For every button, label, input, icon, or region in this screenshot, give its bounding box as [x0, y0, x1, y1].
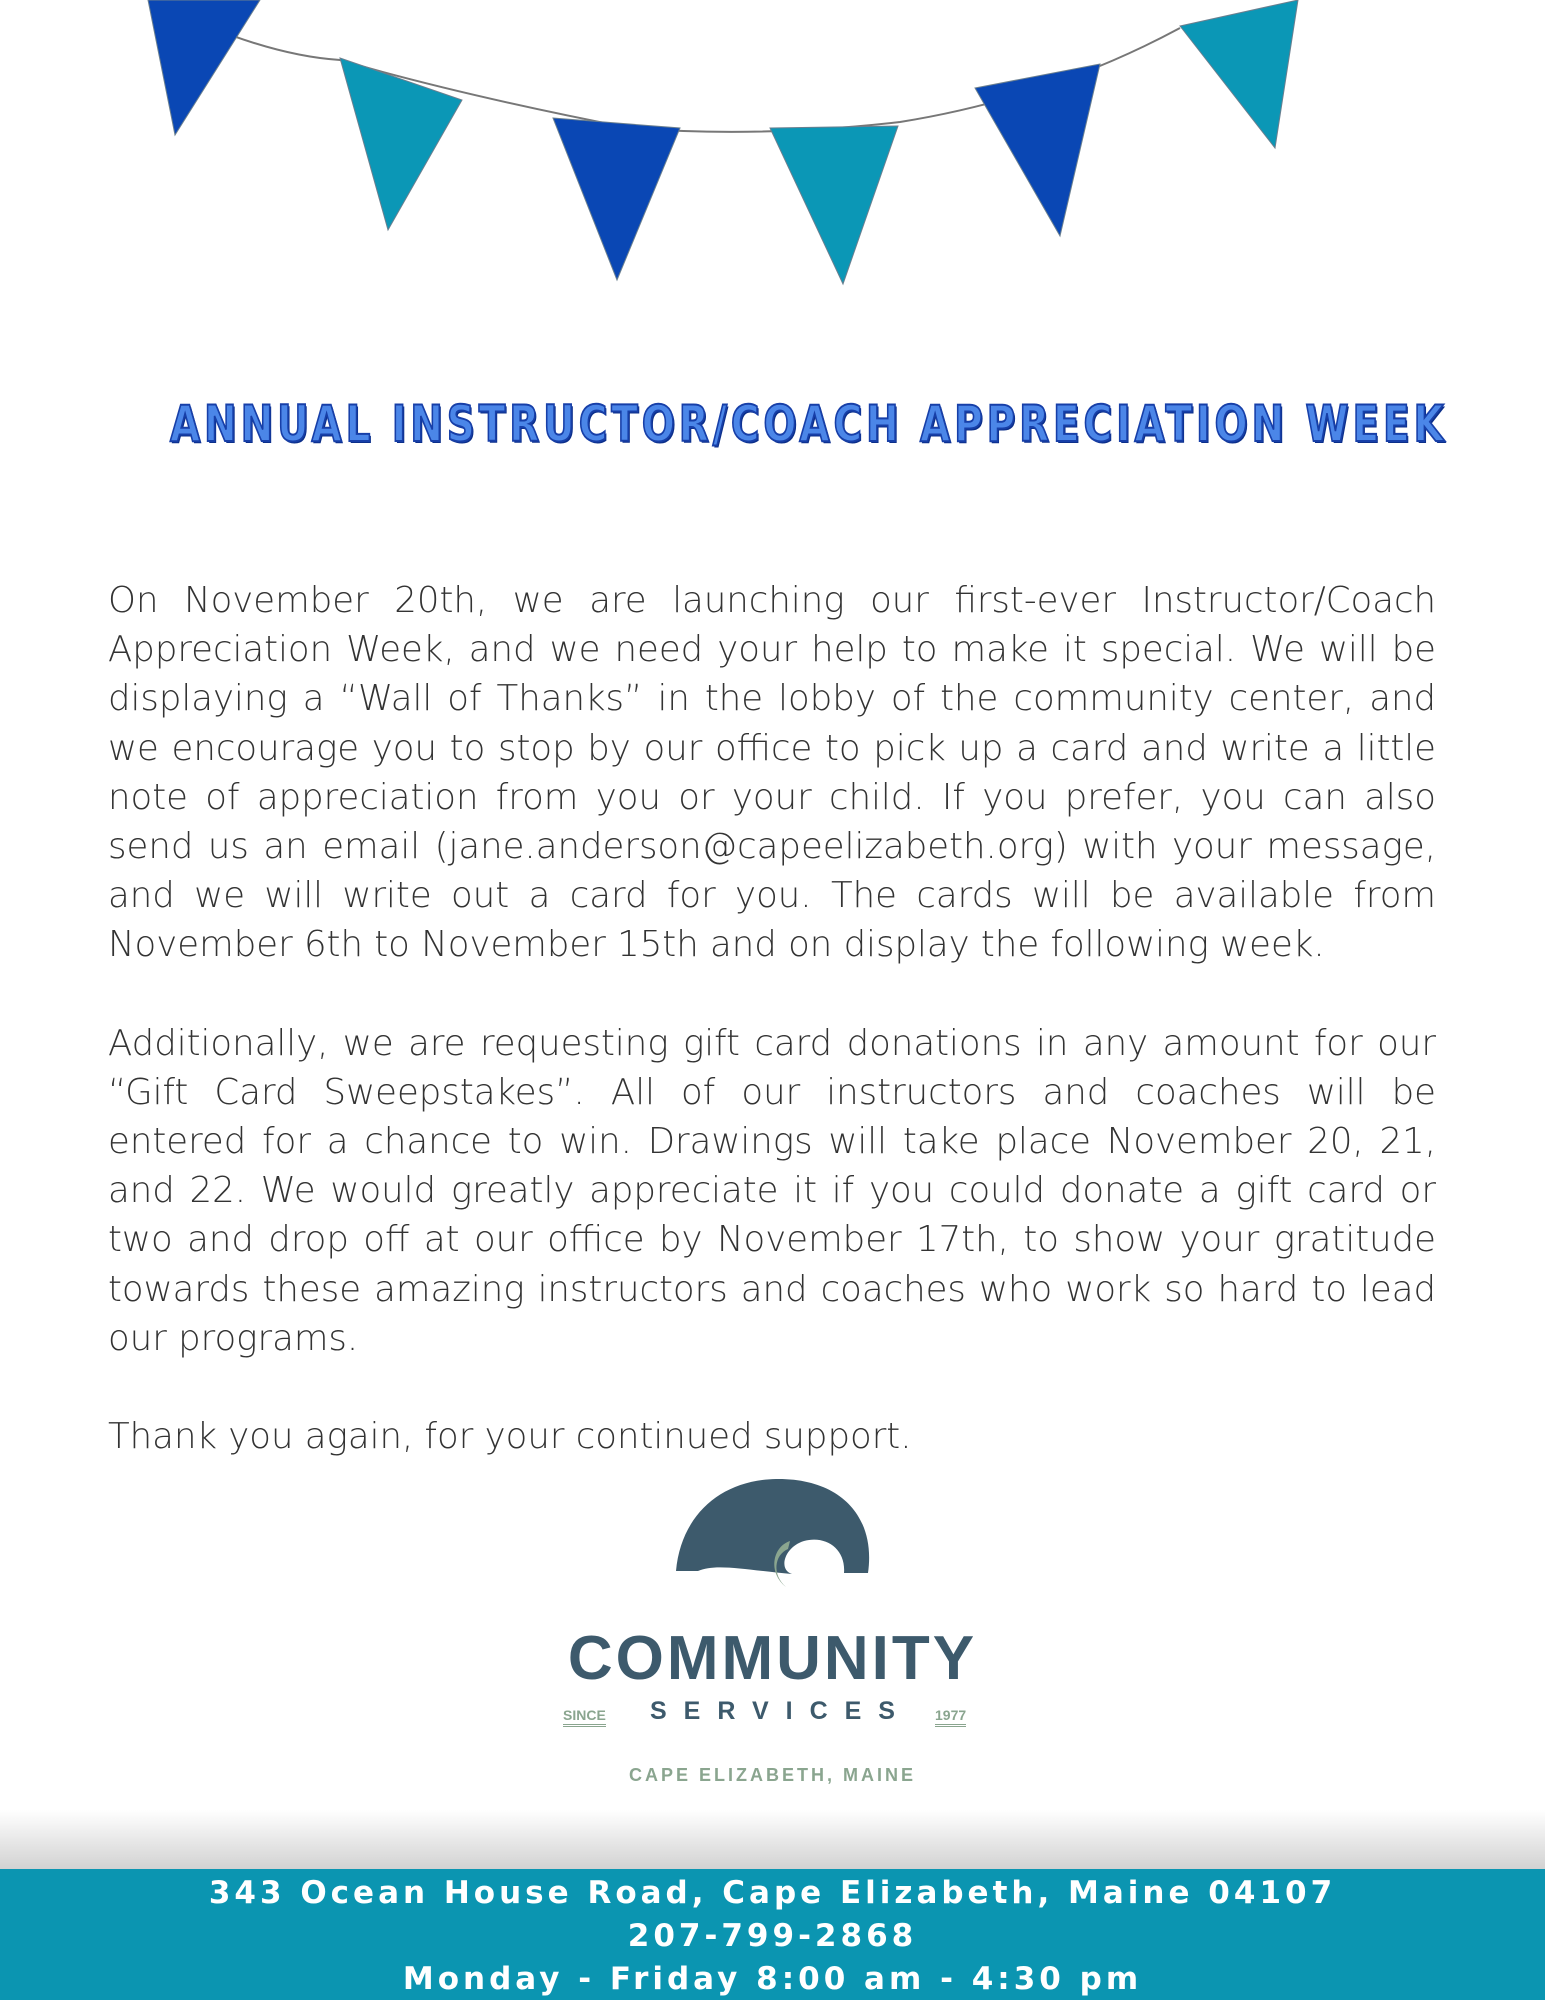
pennant-flag-3 [553, 118, 680, 280]
community-services-logo [530, 1475, 1015, 1785]
pennant-flag-2 [340, 58, 462, 230]
footer-shadow [0, 1810, 1545, 1870]
letter-body [108, 576, 1436, 1461]
logo-community-text: COMMUNITY [567, 1624, 978, 1693]
logo-year-label: 1977 [935, 1707, 966, 1727]
logo-location-text: CAPE ELIZABETH, MAINE [628, 1765, 916, 1785]
footer-hours: Monday - Friday 8:00 am - 4:30 pm [402, 1961, 1143, 1997]
logo-since-label: SINCE [563, 1707, 606, 1727]
body-paragraph-1: On November 20th, we are launching our first-ever Instructor/Coach Appreciation Week, and we need your help to make it special. We will be displaying a “Wall of Thanks” in the lobby of the community center, and we encourage you to stop by our office to pick up a card and write a little note of appreciation from you or your child. If you prefer, you can also send us an email (jane.anderson@capeelizabeth.org) with your message, and we will write out a card for you. The cards will be available from November 6th to November 15th and on display the following week. [108, 580, 1436, 966]
logo-services-text: SERVICES [650, 1697, 912, 1725]
pennant-flag-5 [975, 64, 1100, 236]
footer-phone: 207-799-2868 [627, 1918, 918, 1954]
pennant-flag-6 [1180, 0, 1298, 148]
wave-shape [676, 1479, 869, 1574]
logo-services-row [530, 1697, 1015, 1737]
body-paragraph-2: Additionally, we are requesting gift card donations in any amount for our “Gift Card Sweepstakes”. All of our instructors and coaches will be entered for a chance to win. Drawings will take place November 20, 21, and 22. We would greatly appreciate it if you could donate a gift card or two and drop off at our office by November 17th, to show your gratitude towards these amazing instructors and coaches who work so hard to lead our programs. [108, 1022, 1436, 1359]
page-title: ANNUAL INSTRUCTOR/COACH APPRECIATION WEEK [169, 395, 1448, 453]
footer-address: 343 Ocean House Road, Cape Elizabeth, Maine 04107 [208, 1875, 1337, 1911]
closing-line: Thank you again, for your continued support. [108, 1416, 912, 1458]
pennant-flag-1 [148, 0, 260, 135]
wave-logo-icon [676, 1475, 876, 1600]
footer-bar [0, 1869, 1545, 2000]
pennant-flag-4 [770, 126, 898, 284]
pennant-bunting-icon [0, 0, 1545, 300]
